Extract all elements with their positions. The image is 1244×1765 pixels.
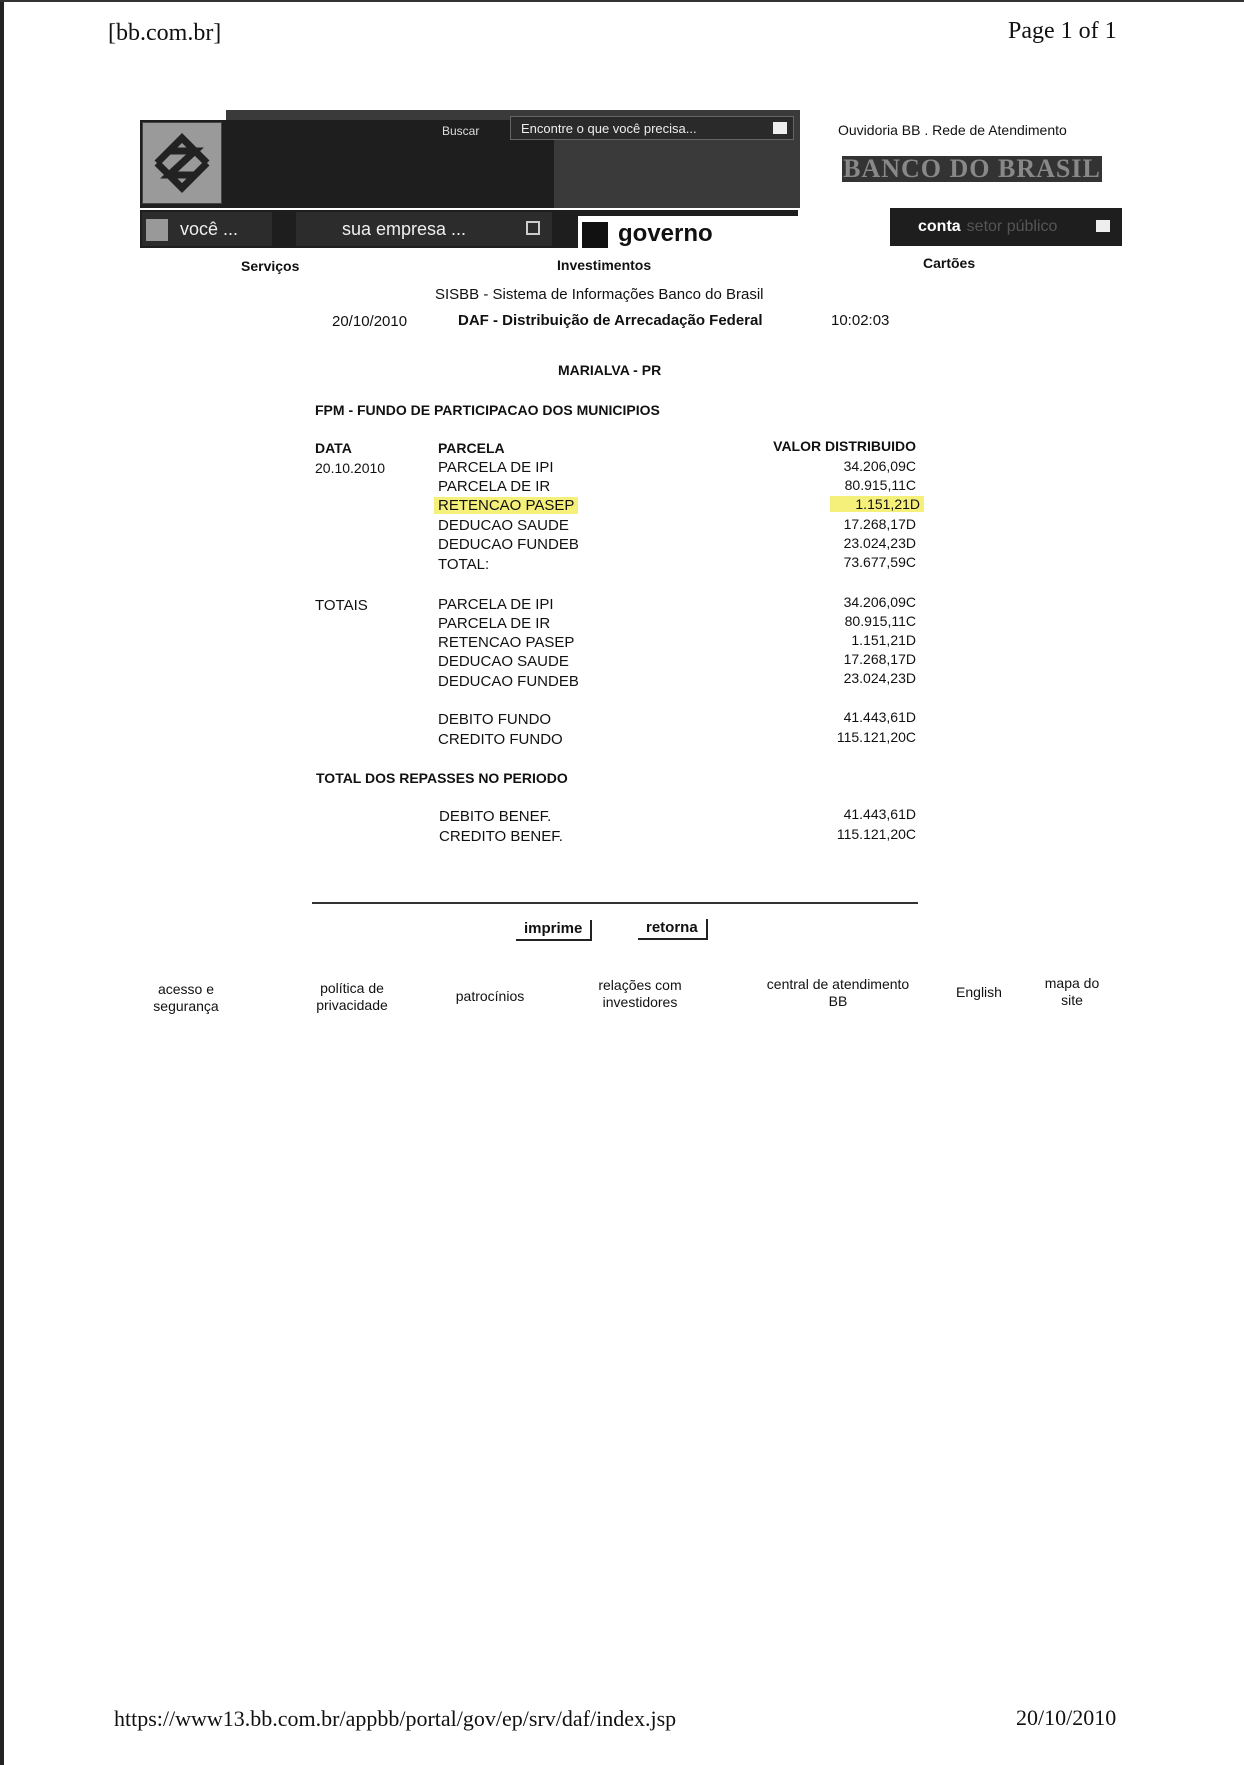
- footer-link-line: central de atendimento: [766, 976, 910, 992]
- total-parcel: DEDUCAO FUNDEB: [438, 673, 579, 690]
- period-parcel: CREDITO BENEF.: [439, 828, 563, 845]
- entry-value: 80.915,11C: [844, 477, 916, 493]
- ouvidoria-link[interactable]: Ouvidoria BB . Rede de Atendimento: [838, 122, 1067, 138]
- nav-voce[interactable]: [142, 212, 272, 246]
- search-input[interactable]: [510, 116, 794, 140]
- location: MARIALVA - PR: [558, 362, 662, 378]
- conta-suffix: setor público: [966, 218, 1058, 235]
- entry-value-highlighted: 1.151,21D: [830, 496, 924, 512]
- nav-governo-label: governo: [618, 220, 713, 247]
- print-button[interactable]: imprime: [516, 920, 592, 941]
- footer-link-security[interactable]: [136, 981, 236, 1015]
- entry-parcel: DEDUCAO FUNDEB: [438, 536, 579, 553]
- fund-total-value: 115.121,20C: [836, 729, 916, 745]
- link-investimentos[interactable]: Investimentos: [557, 257, 652, 273]
- report-time: 10:02:03: [831, 312, 890, 329]
- entry-parcel: DEDUCAO SAUDE: [438, 517, 569, 534]
- period-value: 115.121,20C: [836, 826, 916, 842]
- period-label: TOTAL DOS REPASSES NO PERIODO: [316, 770, 568, 786]
- fund-total-parcel: CREDITO FUNDO: [438, 731, 563, 748]
- totals-label: TOTAIS: [315, 597, 368, 614]
- link-cartoes[interactable]: Cartões: [923, 255, 976, 271]
- nav-voce-label: você ...: [180, 219, 239, 239]
- entry-value: 23.024,23D: [843, 535, 916, 551]
- fund-name: FPM - FUNDO DE PARTICIPACAO DOS MUNICIPIOS: [315, 402, 660, 418]
- total-parcel: PARCELA DE IPI: [438, 596, 554, 613]
- report-date: 20/10/2010: [332, 313, 408, 330]
- chevron-down-icon[interactable]: [773, 122, 787, 134]
- system-name: SISBB - Sistema de Informações Banco do Brasil: [435, 286, 764, 303]
- footer-link-investors[interactable]: [580, 977, 700, 1011]
- footer-link-line: site: [1061, 992, 1083, 1008]
- entry-value: 34.206,09C: [843, 458, 916, 474]
- conta-dropdown[interactable]: [890, 208, 1122, 246]
- chevron-down-icon[interactable]: [1096, 220, 1110, 232]
- divider: [312, 902, 918, 904]
- total-value: 17.268,17D: [843, 651, 916, 667]
- link-servicos[interactable]: Serviços: [241, 258, 300, 274]
- total-value: 34.206,09C: [843, 594, 916, 610]
- footer-link-central[interactable]: [752, 976, 924, 1010]
- footer-link-sponsorship[interactable]: patrocínios: [455, 988, 525, 1004]
- header-value: VALOR DISTRIBUIDO: [773, 438, 916, 454]
- footer-link-line: privacidade: [316, 997, 388, 1013]
- total-value: 1.151,21D: [851, 632, 916, 648]
- total-parcel: PARCELA DE IR: [438, 615, 551, 632]
- entry-value: 17.268,17D: [843, 516, 916, 532]
- arrow-icon: [582, 222, 608, 248]
- nav-governo[interactable]: [578, 216, 798, 252]
- footer-link-sitemap[interactable]: [1032, 975, 1112, 1009]
- conta-label: conta: [918, 218, 961, 235]
- print-site-label: [bb.com.br]: [108, 20, 222, 46]
- entry-parcel-highlighted: RETENCAO PASEP: [434, 497, 578, 514]
- entry-parcel: PARCELA DE IPI: [438, 459, 554, 476]
- footer-link-privacy[interactable]: [302, 980, 402, 1014]
- brand-banner: BANCO DO BRASIL: [843, 154, 1101, 183]
- footer-link-line: relações com: [598, 977, 682, 993]
- footer-link-line: investidores: [602, 994, 678, 1010]
- entry-value: 73.677,59C: [843, 554, 916, 570]
- scan-edge-top: [0, 0, 1244, 2]
- print-page-number: Page 1 of 1: [1008, 18, 1117, 44]
- search-placeholder: Encontre o que você precisa...: [521, 121, 697, 136]
- report-title: DAF - Distribuição de Arrecadação Federal: [458, 312, 763, 329]
- header-parcel: PARCELA: [438, 440, 505, 456]
- total-parcel: DEDUCAO SAUDE: [438, 653, 569, 670]
- footer-link-line: BB: [828, 993, 848, 1009]
- bb-logo-icon[interactable]: [142, 122, 222, 204]
- fund-total-parcel: DEBITO FUNDO: [438, 711, 552, 728]
- footer-link-english[interactable]: English: [956, 984, 1002, 1000]
- entry-parcel: TOTAL:: [438, 556, 490, 573]
- nav-empresa-label: sua empresa ...: [342, 219, 467, 239]
- header-date: DATA: [315, 440, 352, 456]
- total-parcel: RETENCAO PASEP: [438, 634, 575, 651]
- entry-parcel: PARCELA DE IR: [438, 478, 551, 495]
- search-button[interactable]: Buscar: [442, 124, 480, 138]
- footer-link-line: segurança: [153, 998, 219, 1014]
- scan-edge: [0, 0, 4, 1765]
- nav-empresa[interactable]: [296, 212, 552, 246]
- entry-date: 20.10.2010: [315, 460, 386, 476]
- period-value: 41.443,61D: [843, 806, 916, 822]
- print-url: https://www13.bb.com.br/appbb/portal/gov/ep/srv/daf/index.jsp: [114, 1706, 677, 1731]
- back-button[interactable]: retorna: [638, 919, 708, 940]
- chevron-down-icon[interactable]: [526, 221, 540, 235]
- footer-link-line: política de: [320, 980, 384, 996]
- total-value: 23.024,23D: [843, 670, 916, 686]
- footer-link-line: acesso e: [157, 981, 215, 997]
- footer-link-line: mapa do: [1044, 975, 1100, 991]
- arrow-icon: [146, 219, 168, 241]
- print-date: 20/10/2010: [1016, 1705, 1117, 1730]
- period-parcel: DEBITO BENEF.: [439, 808, 552, 825]
- total-value: 80.915,11C: [844, 613, 916, 629]
- fund-total-value: 41.443,61D: [843, 709, 916, 725]
